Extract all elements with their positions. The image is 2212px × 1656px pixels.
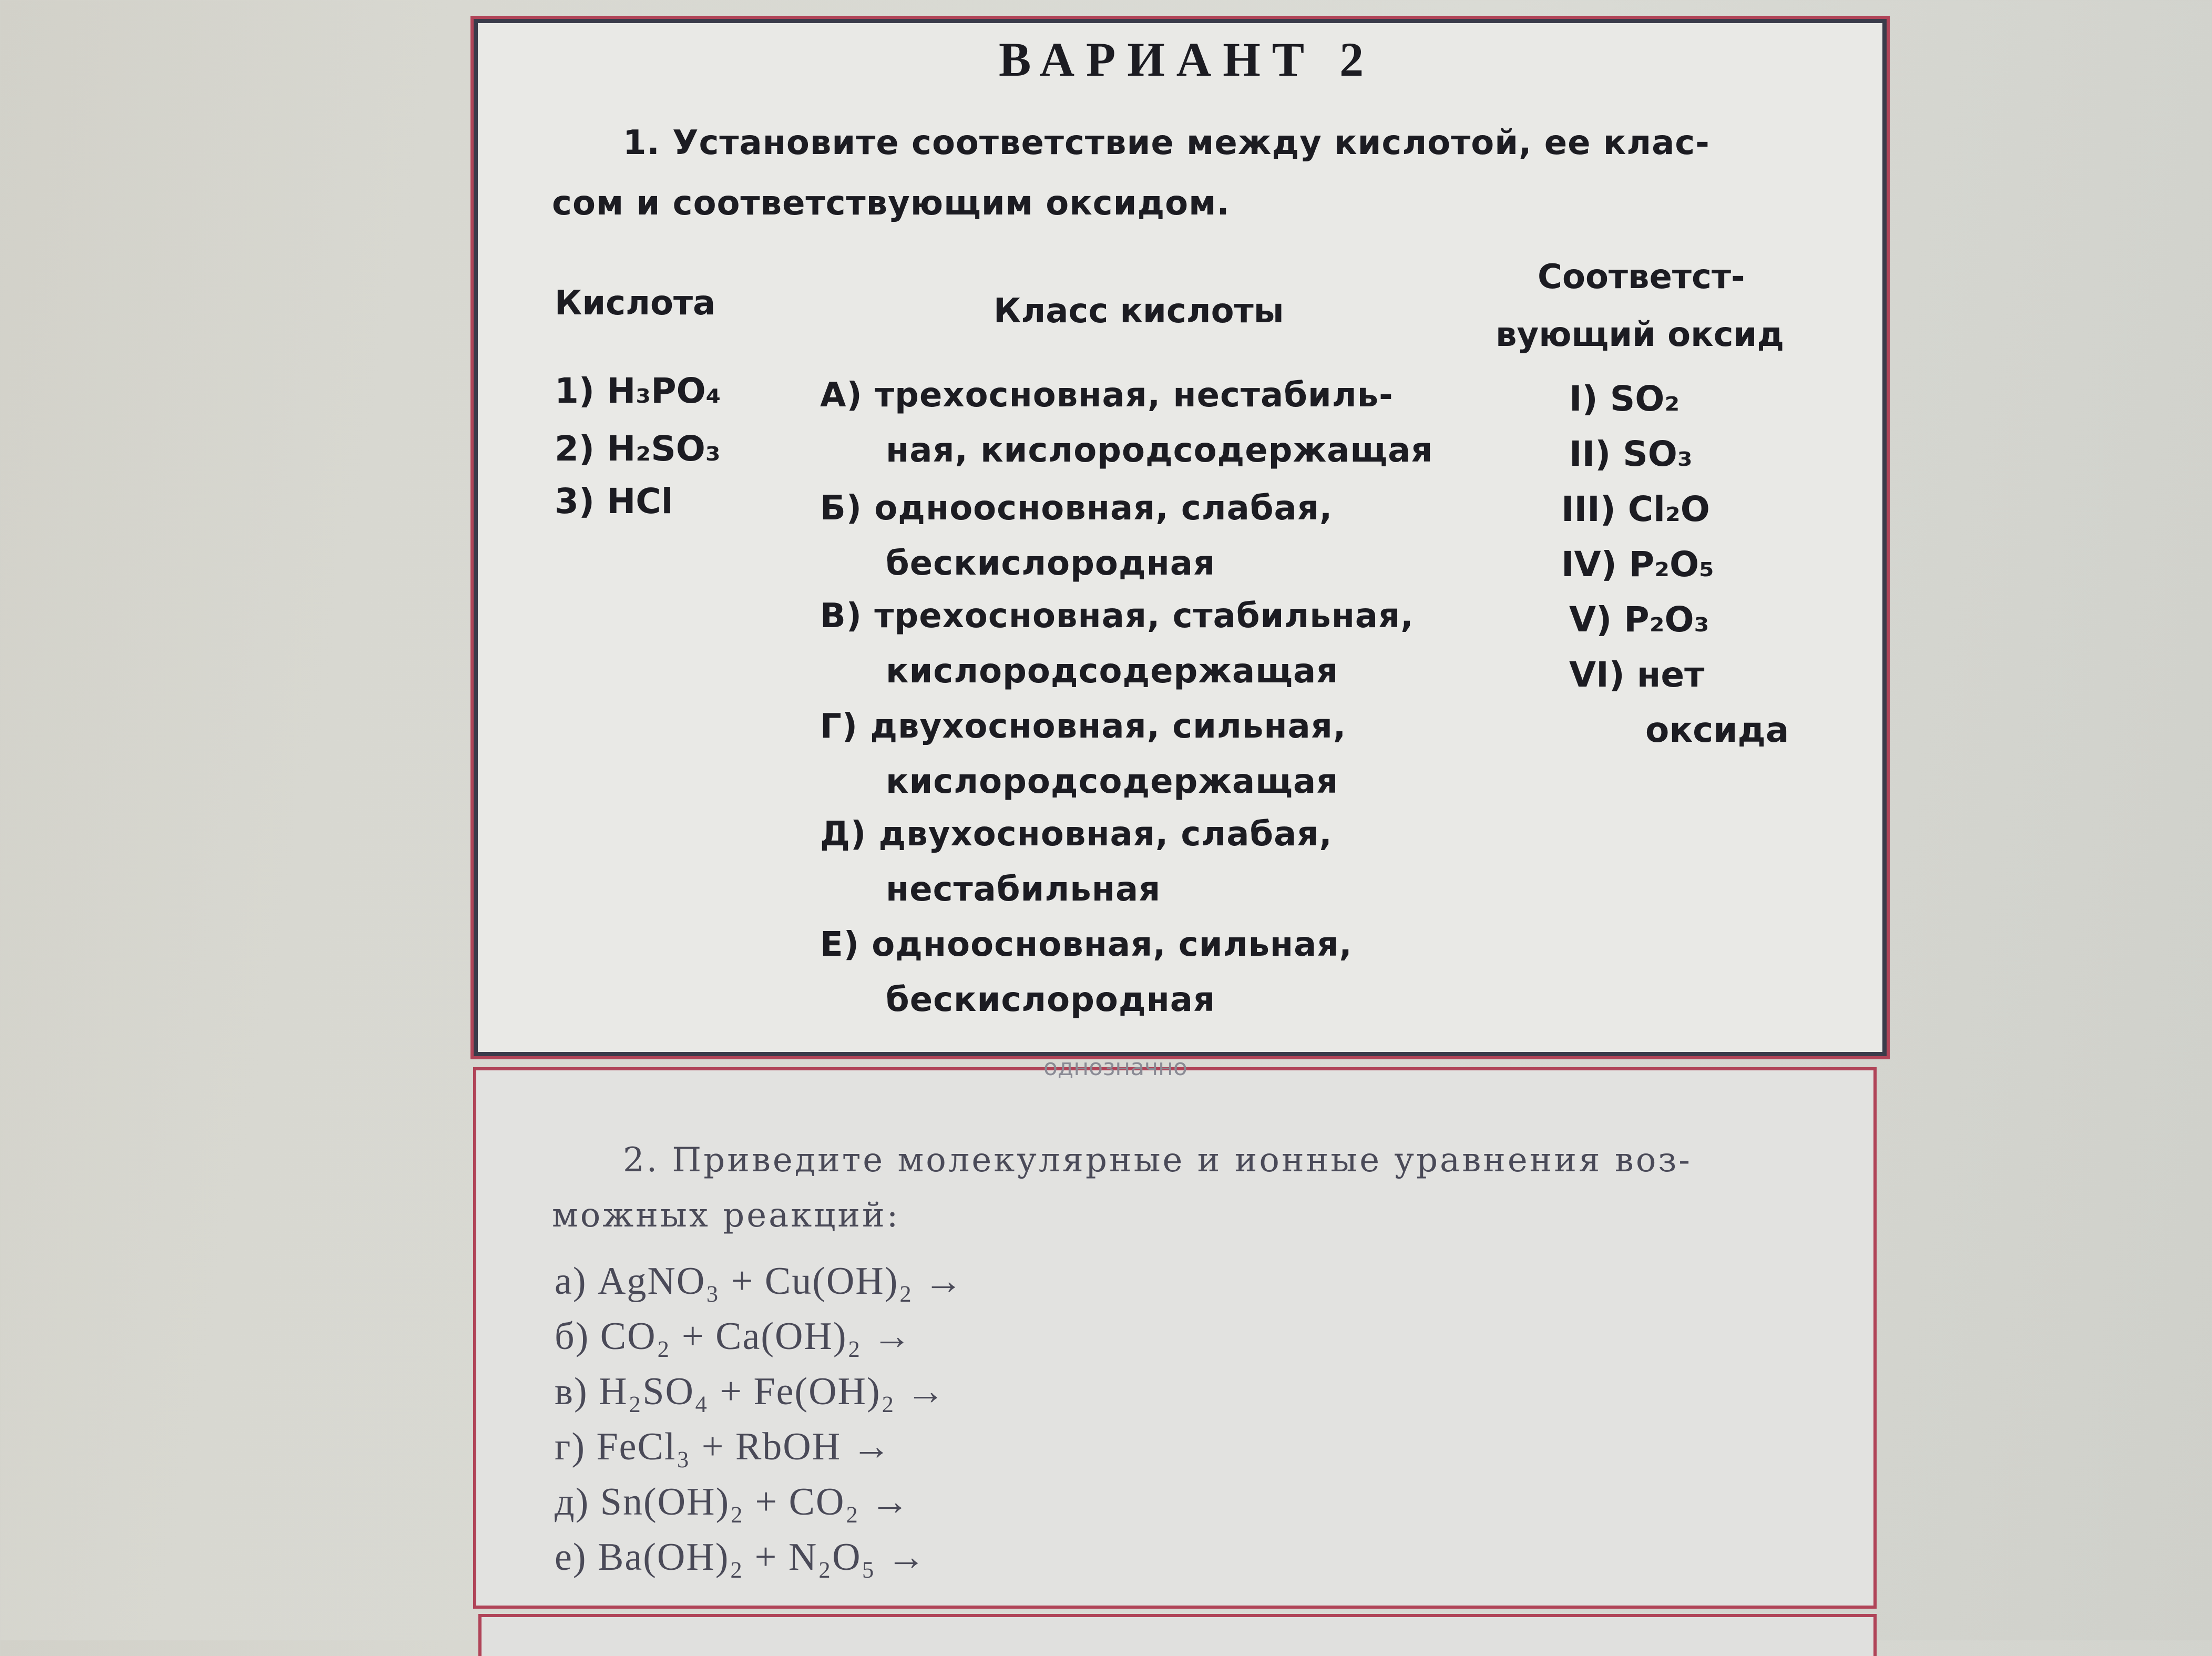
- equation-item: е) Ba(OH)₂ + N₂O₅ →: [555, 1536, 927, 1579]
- acid-item: 3) HCl: [555, 481, 673, 522]
- oxide-item: I) SO₂: [1569, 379, 1680, 419]
- acid-item: 1) H₃PO₄: [555, 371, 721, 411]
- task1-card: [470, 16, 1890, 1059]
- class-item-e: Е) одноосновная, сильная,: [820, 925, 1353, 964]
- equation-item: г) FeCl₃ + RbOH →: [555, 1425, 892, 1468]
- task2-text-line2: можных реакций:: [552, 1196, 900, 1235]
- equation-item: а) AgNO₃ + Cu(OH)₂ →: [555, 1260, 964, 1303]
- header-acid: Кислота: [555, 284, 716, 323]
- header-class: Класс кислоты: [994, 292, 1284, 331]
- next-card-edge: [478, 1614, 1877, 1656]
- class-item-a: А) трехосновная, нестабиль-: [820, 376, 1394, 415]
- equation-item: д) Sn(OH)₂ + CO₂ →: [555, 1480, 910, 1524]
- equation-item: в) H₂SO₄ + Fe(OH)₂ →: [555, 1370, 946, 1413]
- oxide-item-cont: оксида: [1645, 710, 1789, 750]
- class-item-d-cont: нестабильная: [886, 870, 1161, 909]
- oxide-item: V) P₂O₃: [1569, 599, 1709, 640]
- class-item-d: Д) двухосновная, слабая,: [820, 815, 1333, 854]
- oxide-item: III) Cl₂O: [1561, 489, 1710, 529]
- class-item-g: Г) двухосновная, сильная,: [820, 707, 1347, 746]
- class-item-g-cont: кислородсодержащая: [886, 762, 1339, 801]
- equation-item: б) CO₂ + Ca(OH)₂ →: [555, 1315, 913, 1358]
- class-item-a-cont: ная, кислородсодержащая: [886, 431, 1433, 470]
- task2-text-line1: 2. Приведите молекулярные и ионные уравнения воз-: [623, 1141, 1692, 1180]
- class-item-b-cont: бескислородная: [886, 544, 1216, 583]
- task1-text-line1: 1. Установите соответствие между кислотой, ее клас-: [623, 124, 1710, 162]
- class-item-v-cont: кислородсодержащая: [886, 652, 1339, 691]
- header-oxide-line2: вующий оксид: [1496, 315, 1785, 354]
- oxide-item: VI) нет: [1569, 655, 1705, 695]
- class-item-e-cont: бескислородная: [886, 980, 1216, 1019]
- oxide-item: II) SO₃: [1569, 434, 1693, 474]
- acid-item: 2) H₂SO₃: [555, 428, 721, 469]
- class-item-b: Б) одноосновная, слабая,: [820, 489, 1333, 528]
- task1-text-line2: сом и соответствующим оксидом.: [552, 184, 1230, 223]
- header-oxide-line1: Соответст-: [1538, 258, 1745, 297]
- cut-off-text: однозначно: [1043, 1054, 1187, 1081]
- class-item-v: В) трехосновная, стабильная,: [820, 597, 1414, 636]
- variant-title: ВАРИАНТ 2: [999, 33, 1376, 86]
- oxide-item: IV) P₂O₅: [1561, 544, 1715, 585]
